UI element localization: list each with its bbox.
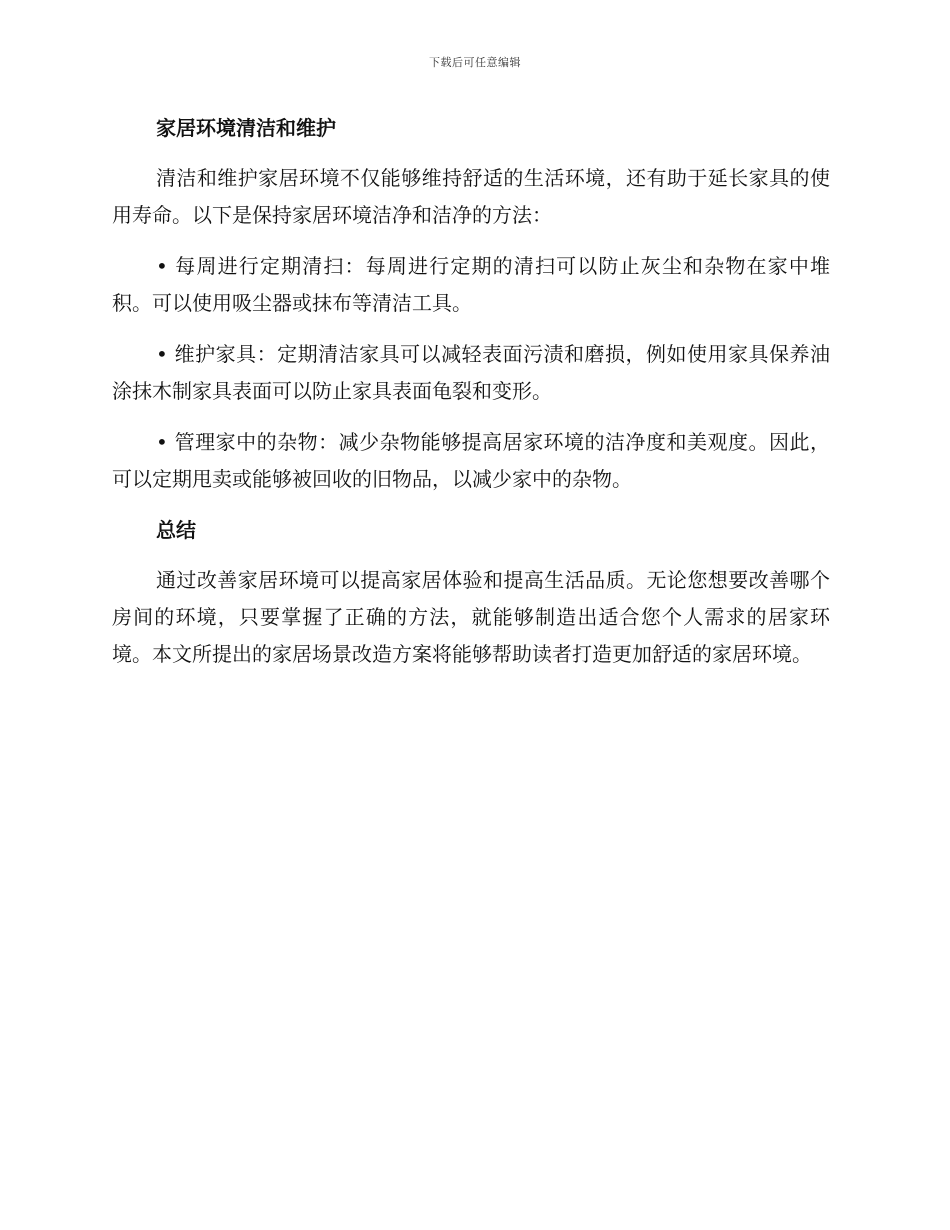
bullet-item-clutter-management: • 管理家中的杂物：减少杂物能够提高居家环境的洁净度和美观度。因此，可以定期甩卖或能够被回收的旧物品，以减少家中的杂物。 [112,430,830,491]
section-title-cleaning: 家居环境清洁和维护 [156,116,336,140]
bullet-item-weekly-cleaning: • 每周进行定期清扫：每周进行定期的清扫可以防止灰尘和杂物在家中堆积。可以使用吸尘器或抹布等清洁工具。 [112,254,830,315]
intro-paragraph: 清洁和维护家居环境不仅能够维持舒适的生活环境，还有助于延长家具的使用寿命。以下是保持家居环境洁净和洁净的方法： [112,166,830,227]
summary-paragraph: 通过改善家居环境可以提高家居体验和提高生活品质。无论您想要改善哪个房间的环境，只要掌握了正确的方法，就能够制造出适合您个人需求的居家环境。本文所提出的家居场景改造方案将能够帮助读者打造更加舒适的家居环境。 [112,568,830,666]
document-body [112,110,830,687]
section-title-summary: 总结 [156,518,196,542]
header-note: 下载后可任意编辑 [429,56,521,69]
bullet-item-furniture-care: • 维护家具：定期清洁家具可以减轻表面污渍和磨损，例如使用家具保养油涂抹木制家具表面可以防止家具表面龟裂和变形。 [112,342,830,403]
